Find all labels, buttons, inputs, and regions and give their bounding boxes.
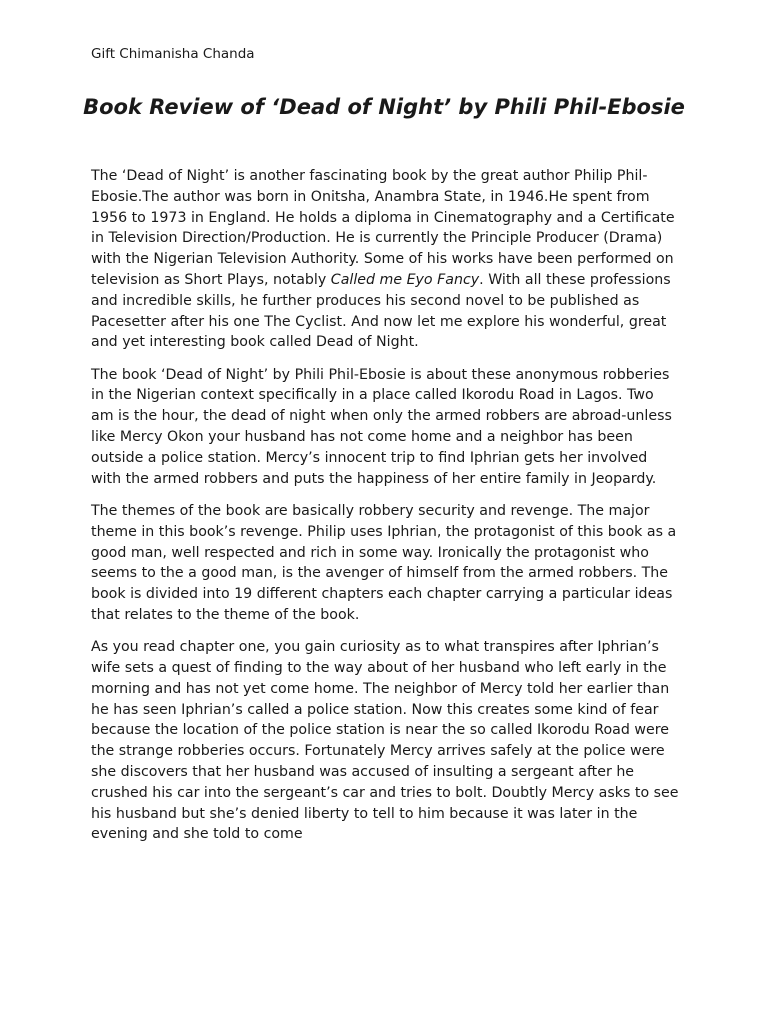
paragraph-themes: The themes of the book are basically robbery security and revenge. The major theme in this book’s revenge. Philip uses Iphrian, the protagonist of this book as a good man, well respected and rich in some way. Ironically the protagonist who seems to the a good man, is the avenger of himself from the armed robbers. The book is divided into 19 different chapters each chapter carrying a particular ideas that relates to the theme of the book.	[91, 502, 677, 623]
paragraph-plot-summary: The book ‘Dead of Night’ by Phili Phil-Ebosie is about these anonymous robberies in the Nigerian context specifically in a place called Ikorodu Road in Lagos. Two am is the hour, the dead of night when only the armed robbers are abroad-unless like Mercy Okon your husband has not come home and a neighbor has been outside a police station. Mercy’s innocent trip to find Iphrian gets her involved with the armed robbers and puts the happiness of her entire family in Jeopardy.	[91, 366, 672, 487]
author-name: Gift Chimanisha Chanda	[91, 46, 255, 62]
italic-title-text: Called me Eyo Fancy	[330, 271, 480, 288]
paragraph-text: The ‘Dead of Night’ is another fascinating book by the great author Philip Phil-Ebosie.The author was born in Onitsha, Anambra State, in 1946.He spent from 1956 to 1973 in England. He holds a diploma in Cinematography and a Certificate in Television Direction/Production. He is currently the Principle Producer (Drama) with the Nigerian Television Authority. Some of his works have been performed on television as Short Plays, notably	[91, 168, 675, 288]
paragraph-chapter-one: As you read chapter one, you gain curiosity as to what transpires after Iphrian’s wife sets a quest of finding to the way about of her husband who left early in the morning and has not yet come home. The neighbor of Mercy told her earlier than he has seen Iphrian’s called a police station. Now this creates some kind of fear because the location of the police station is near the so called Ikorodu Road were the strange robberies occurs. Fortunately Mercy arrives safely at the police were she discovers that her husband was accused of insulting a sergeant after he crushed his car into the sergeant’s car and tries to bolt. Doubtly Mercy asks to see his husband but she’s denied liberty to tell to him because it was later in the evening and she told to come	[91, 639, 679, 843]
document-body	[91, 166, 679, 857]
document-title: Book Review of ‘Dead of Night’ by Phili Phil-Ebosie	[83, 95, 685, 119]
paragraph-author-bio	[91, 166, 679, 353]
paragraph-text: . With all these professions and incredible skills, he further produces his second novel to be published as Pacesetter after his one The Cyclist. And now let me explore his wonderful, great and yet interesting book called Dead of Night.	[91, 271, 671, 351]
